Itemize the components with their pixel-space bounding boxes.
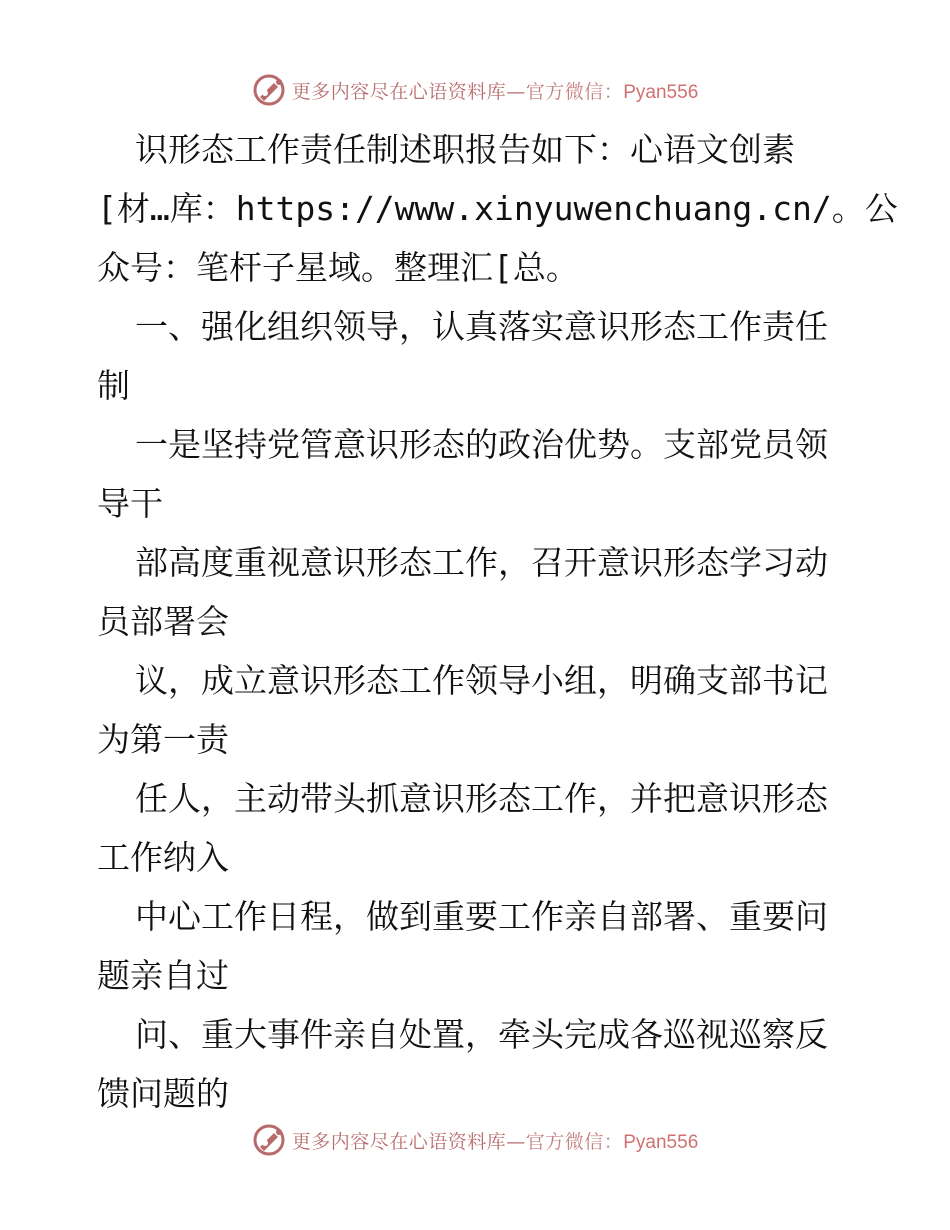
body-line: 议，成立意识形态工作领导小组，明确支部书记 bbox=[135, 661, 828, 700]
body-line: 馈问题的 bbox=[97, 1074, 229, 1113]
body-line: 问、重大事件亲自处置，牵头完成各巡视巡察反 bbox=[135, 1015, 828, 1054]
document-body bbox=[97, 120, 898, 1123]
banner-wechat-id: Pyan556 bbox=[623, 81, 699, 103]
body-line: 员部署会 bbox=[97, 602, 229, 641]
seal-icon bbox=[252, 1123, 286, 1157]
body-line: 任人，主动带头抓意识形态工作，并把意识形态 bbox=[135, 779, 828, 818]
banner-site-text: 更多内容尽在心语资料库 bbox=[291, 80, 507, 103]
banner-site-text: 更多内容尽在心语资料库 bbox=[291, 1130, 507, 1153]
body-line: 中心工作日程，做到重要工作亲自部署、重要问 bbox=[135, 897, 828, 936]
footer-banner bbox=[0, 1120, 950, 1160]
body-line: 众号：笔杆子星域。整理汇[总。 bbox=[97, 248, 579, 287]
banner-separator: — bbox=[506, 80, 526, 103]
body-line: 工作纳入 bbox=[97, 838, 229, 877]
banner-separator: — bbox=[506, 1130, 526, 1153]
body-line: 部高度重视意识形态工作，召开意识形态学习动 bbox=[135, 543, 828, 582]
body-line: [材…库：https://www.xinyuwenchuang.cn/。公 bbox=[97, 189, 898, 228]
body-line: 为第一责 bbox=[97, 720, 229, 759]
body-line: 识形态工作责任制述职报告如下：心语文创素 bbox=[135, 130, 795, 169]
seal-icon bbox=[252, 73, 286, 107]
banner-wechat-label: 官方微信： bbox=[525, 80, 624, 103]
section-heading: 一、强化组织领导，认真落实意识形态工作责任 bbox=[135, 307, 828, 346]
header-banner bbox=[0, 70, 950, 110]
body-line: 题亲自过 bbox=[97, 956, 229, 995]
banner-text bbox=[292, 1127, 699, 1154]
banner-wechat-label: 官方微信： bbox=[525, 1130, 624, 1153]
banner-wechat-id: Pyan556 bbox=[623, 1131, 699, 1153]
body-line: 一是坚持党管意识形态的政治优势。支部党员领 bbox=[135, 425, 828, 464]
body-line: 导干 bbox=[97, 484, 163, 523]
banner-text bbox=[292, 77, 699, 104]
body-line: 制 bbox=[97, 366, 130, 405]
